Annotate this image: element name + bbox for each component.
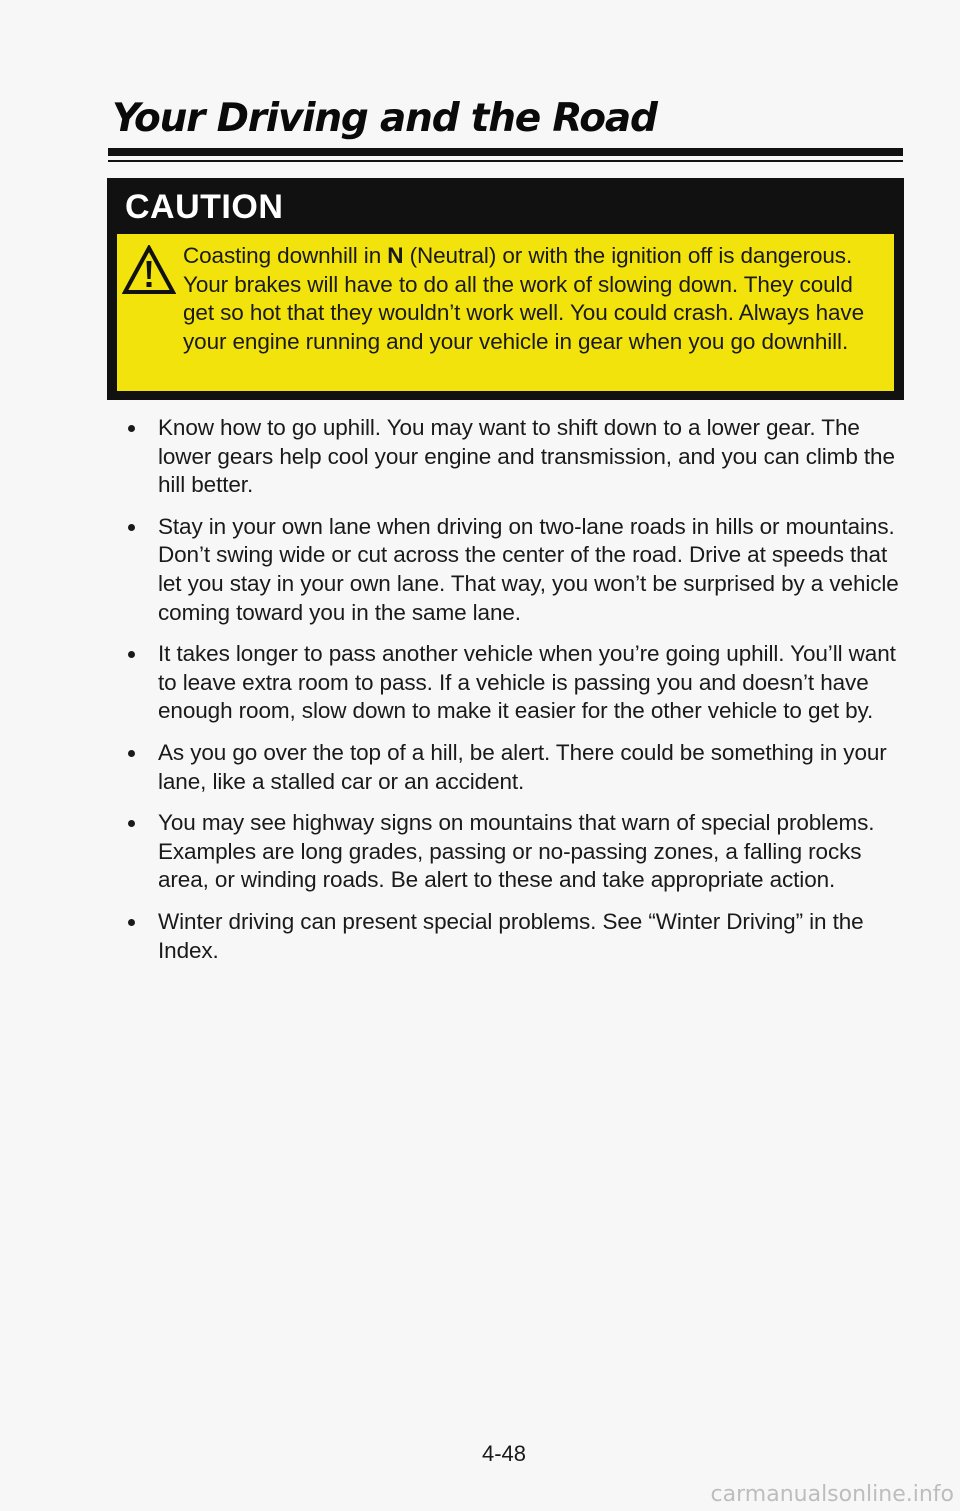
bullet-dot xyxy=(128,651,135,658)
watermark: carmanualsonline.info xyxy=(710,1482,954,1507)
caution-text-gear: N xyxy=(387,243,404,268)
caution-label: CAUTION xyxy=(125,188,284,226)
bullet-item-highway-signs xyxy=(126,809,916,895)
bullet-item-passing xyxy=(126,640,916,726)
bullet-text: Stay in your own lane when driving on two-lane roads in hills or mountains. Don’t swing wide or cut across the center of the road. Drive at speeds that let you stay in your own lane. That way, you won’t be surprised by a vehicle coming toward you in the same lane. xyxy=(158,513,899,625)
caution-text-lead: Coasting downhill in xyxy=(183,243,388,268)
bullet-dot xyxy=(128,750,135,757)
bullet-item-uphill xyxy=(126,414,916,500)
bullet-text: It takes longer to pass another vehicle when you’re going uphill. You’ll want to leave extra room to pass. If a vehicle is passing you and doesn’t have enough room, slow down to make it easier for the other vehicle to get by. xyxy=(158,641,896,724)
bullet-item-winter xyxy=(126,908,916,965)
caution-text xyxy=(183,242,888,356)
bullet-dot xyxy=(128,524,135,531)
bullet-text: Know how to go uphill. You may want to shift down to a lower gear. The lower gears help cool your engine and transmission, and you can climb the hill better. xyxy=(158,415,895,498)
bullet-dot xyxy=(128,820,135,827)
page-number: 4-48 xyxy=(481,1441,527,1466)
bullet-dot xyxy=(128,425,135,432)
bullet-item-hill-top xyxy=(126,739,916,796)
caution-text-rest: (Neutral) or with the ignition off is dangerous. Your brakes will have to do all the work of slowing down. They could get so hot that they wouldn’t work well. You could crash. Always have your engine running and your vehicle in gear when you go downhill. xyxy=(183,243,864,354)
bullet-list xyxy=(126,414,916,965)
bullet-text: Winter driving can present special problems. See “Winter Driving” in the Index. xyxy=(158,908,864,963)
bullet-text: As you go over the top of a hill, be alert. There could be something in your lane, like a stalled car or an accident. xyxy=(158,739,887,794)
bullet-dot xyxy=(128,919,135,926)
page-title: Your Driving and the Road xyxy=(112,96,657,141)
caution-body xyxy=(117,234,894,391)
caution-box xyxy=(107,178,904,400)
warning-triangle-icon xyxy=(122,245,176,295)
bullet-text: You may see highway signs on mountains that warn of special problems. Examples are long grades, passing or no-passing zones, a falling rocks area, or winding roads. Be alert to these and take appropriate action. xyxy=(158,810,875,893)
title-rule-thin xyxy=(108,160,903,162)
title-rule xyxy=(108,148,903,156)
bullet-item-own-lane xyxy=(126,513,916,627)
